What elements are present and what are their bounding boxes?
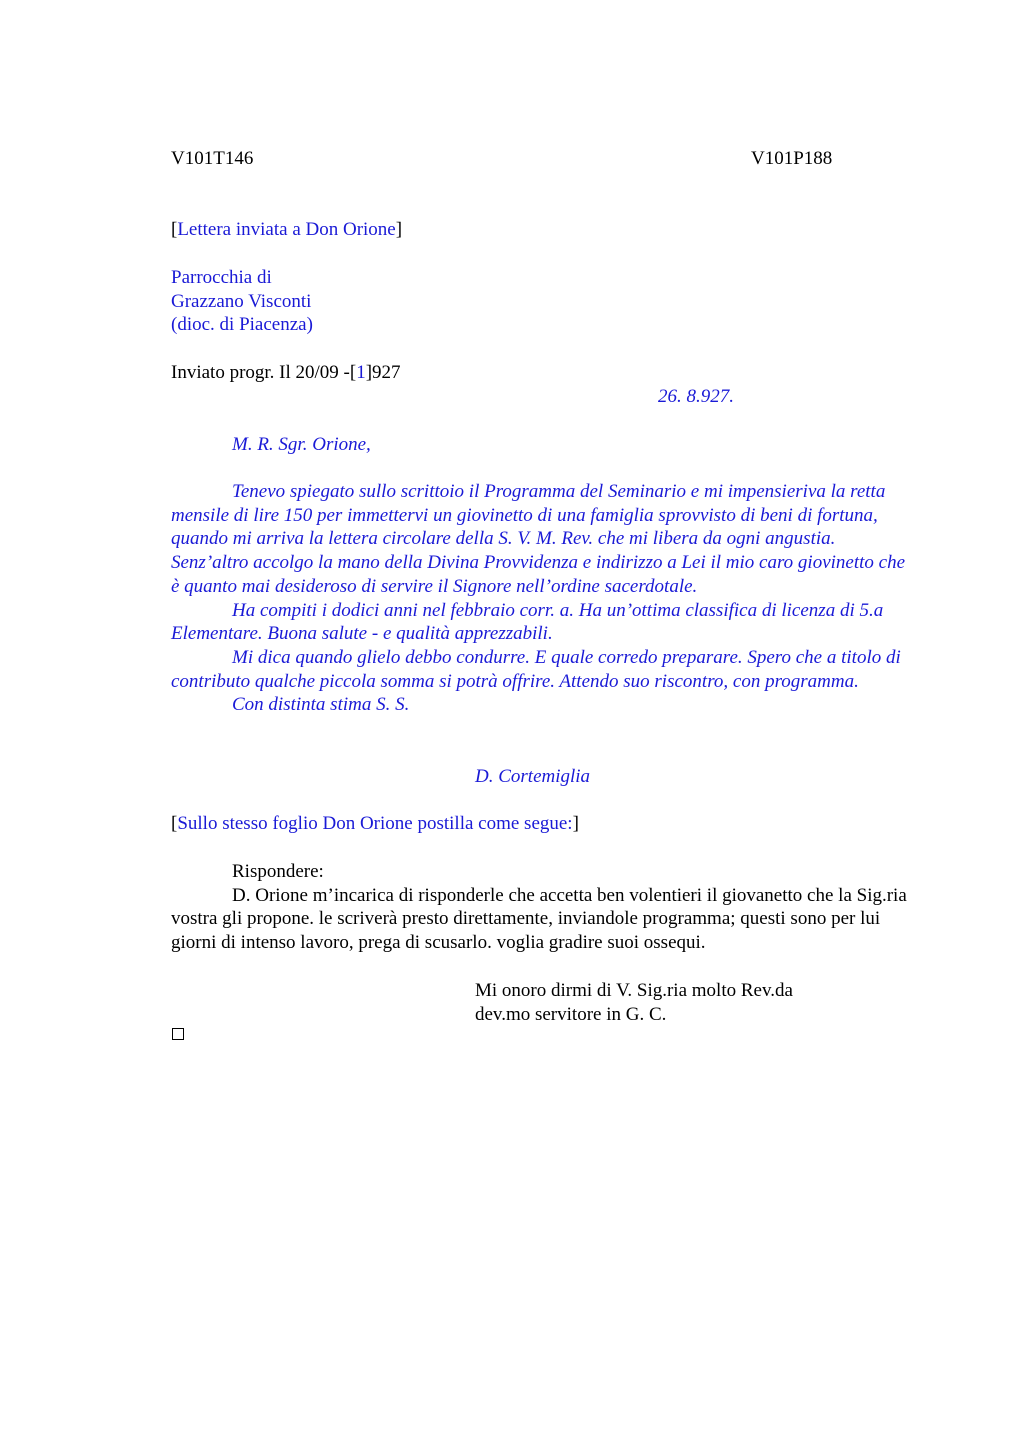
header-left-code: V101T146 [171, 148, 254, 169]
letter-paragraph: Ha compiti i dodici anni nel febbraio corr. a. Ha un’ottima classifica di licenza di 5.a Elementare. Buona salute - e qualità apprezzabili. [171, 599, 884, 645]
reply-closing [475, 979, 916, 1026]
postil-bracket-close: ] [572, 813, 579, 834]
sender-block [171, 266, 916, 337]
letter-paragraph: Tenevo spiegato sullo scrittoio il Programma del Seminario e mi impensieriva la retta mensile di lire 150 per immettervi un giovinetto di una famiglia sprovvisto di beni di fortuna, quando mi arriva la lettera circolare della S. V. M. Rev. che mi libera da ogni angustia. Senz’altro accolgo la mano della Divina Provvidenza e indirizzo a Lei il mio caro giovinetto che è quanto mai desideroso di servire il Signore nell’ordine sacerdotale. [171, 481, 906, 597]
letter-paragraph: Con distinta stima S. S. [232, 694, 410, 716]
reply-closing-line: Mi onoro dirmi di V. Sig.ria molto Rev.da [475, 980, 793, 1001]
reply-closing-line: dev.mo servitore in G. C. [475, 1003, 667, 1025]
sent-suffix: ]927 [365, 362, 401, 383]
letter-paragraph: Mi dica quando glielo debbo condurre. E quale corredo preparare. Spero che a titolo di contributo qualche piccola somma si potrà offrire. Attendo suo riscontro, con programma. [171, 646, 901, 692]
sent-note [171, 361, 916, 385]
reply-heading: Rispondere: [232, 861, 324, 882]
letter-signature: D. Cortemiglia [475, 766, 591, 787]
reply-block [171, 860, 916, 955]
sent-prefix: Inviato progr. Il 20/09 -[ [171, 362, 357, 383]
intro-bracket-close: ] [395, 219, 403, 240]
intro-bracket-open: [ [171, 219, 178, 240]
sender-line: Parrocchia di [171, 267, 272, 288]
intro-title: Lettera inviata a Don Orione [177, 219, 396, 240]
sender-line: Grazzano Visconti [171, 290, 312, 312]
postil-title: Sullo stesso foglio Don Orione postilla come segue: [177, 813, 573, 834]
sender-line: (dioc. di Piacenza) [171, 314, 313, 336]
intro-note [171, 218, 916, 242]
letter-date: 26. 8.927. [658, 386, 734, 407]
reply-body: D. Orione m’incarica di risponderle che accetta ben volentieri il giovanetto che la Sig.ria vostra gli propone. le scriverà presto direttamente, inviandole programma; questi sono per lui giorni di intenso lavoro, prega di scusarlo. voglia gradire suoi ossequi. [171, 884, 907, 954]
postil-bracket-open: [ [171, 813, 178, 834]
sent-digit: 1 [356, 362, 366, 383]
header-right-code: V101P188 [751, 148, 833, 169]
header-row [171, 147, 916, 171]
letter-body [171, 480, 916, 717]
letter-salutation: M. R. Sgr. Orione, [232, 434, 371, 455]
checkbox-square-icon [172, 1028, 184, 1040]
postil-note [171, 812, 916, 836]
